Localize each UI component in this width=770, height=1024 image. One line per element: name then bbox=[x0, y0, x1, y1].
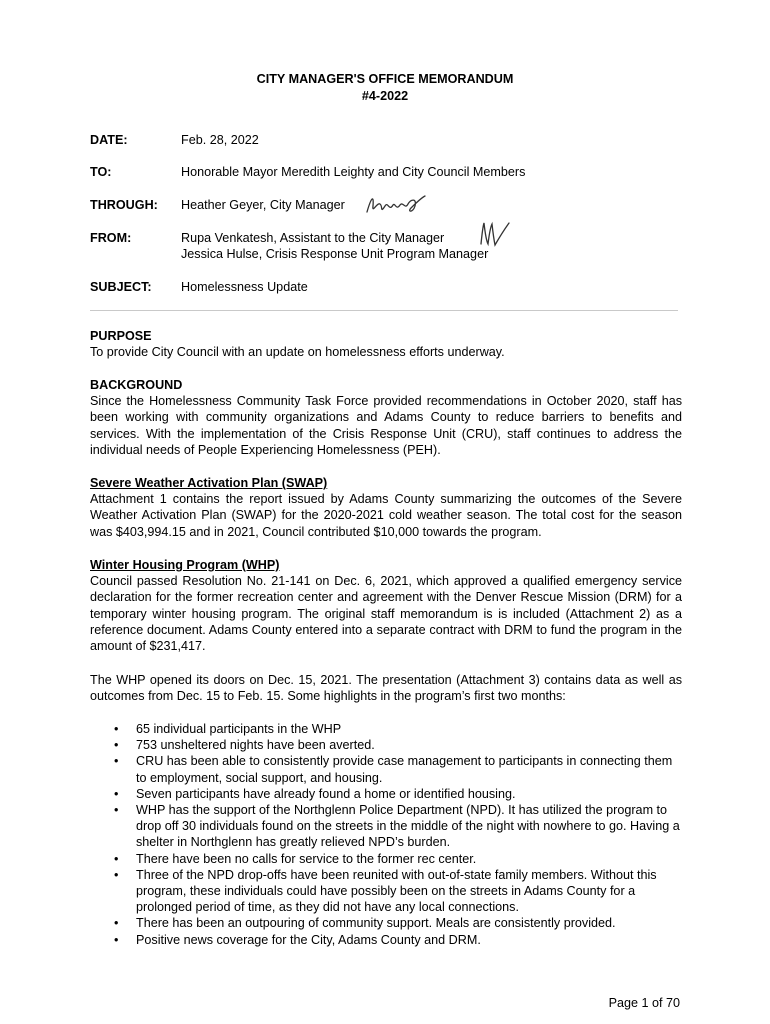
purpose-section bbox=[90, 328, 682, 360]
bullet-icon: • bbox=[114, 916, 119, 931]
list-item: • Three of the NPD drop-offs have been reunited with out-of-state family members. Without this program, these individuals could have possibly been on the streets in Adams County for a prolonged period of time, as they did not have any local connections. bbox=[114, 867, 657, 915]
background-text: Since the Homelessness Community Task Force provided recommendations in October 2020, staff has been working with community organizations and Adams County to reduce barriers to benefits and services. With the implementation of the Crisis Response Unit (CRU), staff continues to address the individual needs of People Experiencing Homelessness (PEH). bbox=[90, 394, 682, 457]
manager-signature bbox=[365, 192, 427, 218]
assistant-signature bbox=[477, 220, 511, 248]
swap-section bbox=[90, 475, 682, 540]
list-item: • 753 unsheltered nights have been averted. bbox=[114, 738, 375, 753]
purpose-text: To provide City Council with an update on homelessness efforts underway. bbox=[90, 345, 505, 360]
subject-value: Homelessness Update bbox=[181, 280, 308, 294]
memo-title: CITY MANAGER'S OFFICE MEMORANDUM bbox=[256, 72, 514, 86]
bullet-icon: • bbox=[114, 932, 119, 947]
from-value-2: Jessica Hulse, Crisis Response Unit Program Manager bbox=[181, 247, 489, 261]
purpose-heading: PURPOSE bbox=[90, 329, 152, 343]
highlights-list bbox=[90, 721, 682, 948]
whp-text-2: The WHP opened its doors on Dec. 15, 2021. The presentation (Attachment 3) contains data as well as outcomes from Dec. 15 to Feb. 15. Some highlights in the program’s first two months: bbox=[90, 673, 682, 704]
bullet-icon: • bbox=[114, 738, 119, 753]
list-item: • CRU has been able to consistently provide case management to participants in connecting them to employment, social support, and housing. bbox=[114, 754, 673, 785]
whp-heading: Winter Housing Program (WHP) bbox=[90, 558, 280, 572]
subject-label: SUBJECT: bbox=[90, 280, 152, 294]
list-item: • Positive news coverage for the City, Adams County and DRM. bbox=[114, 932, 481, 947]
bullet-icon: • bbox=[114, 867, 119, 882]
bullet-icon: • bbox=[114, 722, 119, 736]
whp-intro bbox=[90, 672, 682, 704]
bullet-icon: • bbox=[114, 786, 119, 801]
whp-text-1: Council passed Resolution No. 21-141 on Dec. 6, 2021, which approved a qualified emergency service declaration for the former recreation center and agreement with the Denver Rescue Mission (DRM) for a temporary winter housing program. The original staff memorandum is is included (Attachment 2) as a reference document. Adams County entered into a separate contract with DRM to fund the program in the amount of $231,417. bbox=[90, 574, 682, 654]
through-label: THROUGH: bbox=[90, 198, 158, 212]
date-value: Feb. 28, 2022 bbox=[181, 133, 259, 147]
page-number: Page 1 of 70 bbox=[608, 996, 680, 1010]
date-label: DATE: bbox=[90, 133, 128, 147]
bullet-icon: • bbox=[114, 754, 119, 769]
from-label: FROM: bbox=[90, 231, 132, 245]
to-value: Honorable Mayor Meredith Leighty and City Council Members bbox=[181, 165, 526, 179]
through-value: Heather Geyer, City Manager bbox=[181, 198, 345, 212]
to-label: TO: bbox=[90, 165, 112, 179]
whp-section bbox=[90, 557, 682, 654]
memo-number: #4-2022 bbox=[361, 89, 409, 103]
swap-heading: Severe Weather Activation Plan (SWAP) bbox=[90, 476, 328, 490]
from-value-1: Rupa Venkatesh, Assistant to the City Manager bbox=[181, 231, 445, 245]
background-section bbox=[90, 377, 682, 458]
list-item: • There has been an outpouring of community support. Meals are consistently provided. bbox=[114, 916, 616, 931]
list-item: • 65 individual participants in the WHP bbox=[114, 722, 342, 736]
bullet-icon: • bbox=[114, 803, 119, 818]
bullet-icon: • bbox=[114, 851, 119, 866]
list-item: • WHP has the support of the Northglenn Police Department (NPD). It has utilized the program to drop off 30 individuals found on the streets in the middle of the night with nowhere to go. Having a shelter in Northglenn has greatly relieved NPD’s burden. bbox=[114, 803, 680, 850]
list-item: • Seven participants have already found a home or identified housing. bbox=[114, 786, 516, 801]
background-heading: BACKGROUND bbox=[90, 378, 183, 392]
swap-text: Attachment 1 contains the report issued by Adams County summarizing the outcomes of the Severe Weather Activation Plan (SWAP) for the 2020-2021 cold weather season. The total cost for the season was $403,994.15 and in 2021, Council contributed $10,000 towards the program. bbox=[90, 492, 682, 539]
list-item: • There have been no calls for service to the former rec center. bbox=[114, 851, 477, 866]
header-divider bbox=[90, 310, 678, 311]
